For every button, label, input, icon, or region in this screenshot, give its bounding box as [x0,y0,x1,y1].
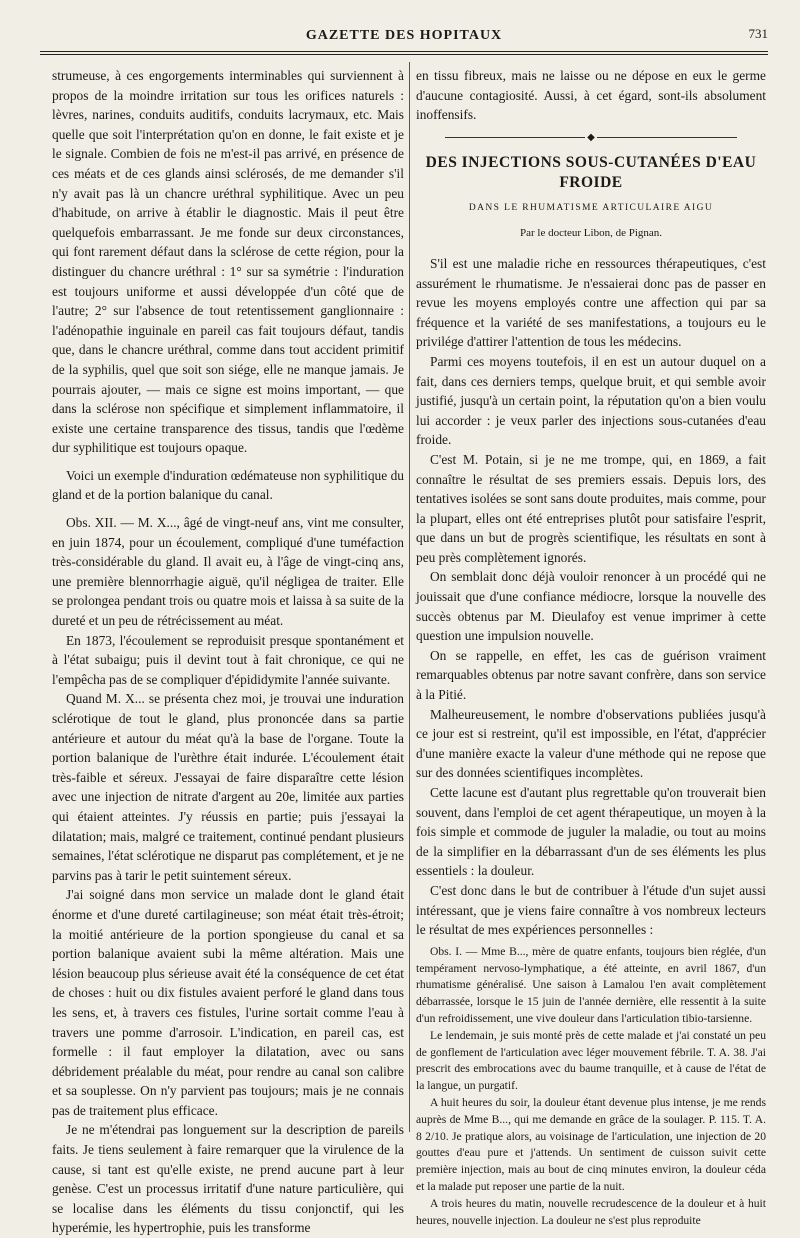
paragraph: Je ne m'étendrai pas longuement sur la description de pareils faits. Je tiens seulement à faire remarquer que la virulence de la cause, si tant est qu'elle existe, ne prend aucune part à leur genèse. C'est un processus irritatif d'une nature particulière, qui se localise dans les éléments du tissu conjonctif, qui les hyperémie, les hypertrophie, puis les transforme [52,1122,404,1236]
section-separator: ◆ [416,133,766,143]
paragraph: Quand M. X... se présenta chez moi, je trouvai une induration sclérotique de tout le gland, plus prononcée dans sa partie antérieure et autour du méat qu'à la base de l'organe. Toute la portion balanique de l'urèthre était indurée. L'écoulement était très-faible et séreux. J'essayai de faire disparaître cette lésion avec une injection de nitrate d'argent au 20e, limitée aux parties qui étaient atteintes. J'y réussis en partie; puis j'essayai la dilatation; mais, malgré ce traitement, continué pendant plusieurs semaines, l'état sclérotique ne disparut pas complétement, et je ne parvins pas à tarir le petit suintement séreux. [52,691,404,883]
left-column [52,66,404,1236]
paragraph: C'est M. Potain, si je ne me trompe, qui, en 1869, a fait connaître le résultat de ses premiers essais. Depuis lors, des tentatives isolées se sont sans doute produites, mais comme, pour la plupart, elles ont été entreprises plutôt pour satisfaire l'esprit, que dans un but de progrès scientifique, les résultats en sont à peu près complètement ignorés. [416,451,766,565]
article-subtitle: DANS LE RHUMATISME ARTICULAIRE AIGU [468,202,714,213]
paragraph: C'est donc dans le but de contribuer à l'étude d'un sujet aussi intéressant, que je viens faire connaître à vos nombreux lecteurs le résultat de mes expériences personnelles : [416,882,766,938]
paragraph: J'ai soigné dans mon service un malade dont le gland était énorme et d'une dureté cartilagineuse; son méat était très-étroit; la moitié antérieure de la portion spongieuse du canal et sa portion balanique avaient subi la même altération. Mais une lésion beaucoup plus sérieuse avait été la conséquence de cet état de choses : huit ou dix fistules avaient perforé le gland dans tous les sens, et, à travers ces fistules, l'urine sortait comme l'eau à travers une pomme d'arrosoir. L'indication, en pareil cas, est formelle : il faut employer la dilatation, avec ou sans débridement préalable du méat, pour rendre au canal son calibre et sa souplesse. On n'y parvient pas toujours; mais je ne connais pas de traitement plus efficace. [52,887,404,1118]
paragraph: S'il est une maladie riche en ressources thérapeutiques, c'est assurément le rhumatisme. Je n'essaierai donc pas de passer en revue les moyens employés contre une affection qui par sa fréquence et la variété de ses manifestations, a toujours eu le privilége d'attirer l'attention de tous les médecins. [416,255,766,350]
right-column [416,66,766,1227]
paragraph: en tissu fibreux, mais ne laisse ou ne dépose en eux le germe d'aucune contagiosité. Aussi, à cet égard, sont-ils absolument inoffensifs. [416,68,766,123]
paragraph: Voici un exemple d'induration œdémateuse non syphilitique du gland et de la portion balanique du canal. [52,467,404,503]
paragraph: Parmi ces moyens toutefois, il en est un autour duquel on a fait, dans ces derniers temps, quelque bruit, et qui semble avoir justifié, jusqu'à un certain point, la réputation qu'on a bien voulu lui accorder : je veux parler des injections sous-cutanées d'eau froide. [416,353,766,448]
header-rule-double [40,54,768,55]
observation-paragraph: A trois heures du matin, nouvelle recrudescence de la douleur et à huit heures, nouvelle injection. La douleur ne s'est plus reproduite [416,1196,766,1227]
page-number: 731 [748,26,768,41]
paragraph: On semblait donc déjà vouloir renoncer à un procédé qui ne jouissait que d'une confiance médiocre, lorsque la nouvelle des succès obtenus par M. Dieulafoy est venue imprimer à cette question une impulsion nouvelle. [416,569,766,644]
page-header [40,26,768,48]
paragraph: strumeuse, à ces engorgements interminables qui surviennent à propos de la moindre irritation sur tous les orifices naturels : lèvres, narines, conduits auditifs, conduits lacrymaux, etc. Mais quelle que soit l'interprétation qu'on en donne, le fait existe et je le signale. Combien de fois ne m'est-il pas arrivé, en présence de ces méats et de ces glands ainsi sclérosés, de me demander s'il n'y avait pas là un chancre uréthral syphilitique. Avec un peu d'habitude, on arrive à établir le diagnostic. Mais il peut être quelquefois embarrassant. Je me fonde sur deux circonstances, qui font rarement défaut dans la sclérose de cette région, pour la distinguer du chancre uréthral : 1° sur sa symétrie : l'induration est toujours uniforme et aussi développée d'un côté que de l'autre; 2° sur l'absence de tout retentissement ganglionnaire : l'adénopathie inguinale en pareil cas fait toujours défaut, tandis que, dans le chancre uréthral, comme dans tout accident primitif de la syphilis, quel que soit son siége, elle ne manque jamais. Je pourrais ajouter, — mais ce signe est moins important, — que dans la sclérose non spécifique et simplement inflammatoire, il existe une certaine transparence des tissus, tandis que l'œdème dur syphilitique est toujours opaque. [52,68,404,456]
article-title: DES INJECTIONS SOUS-CUTANÉES D'EAU FROIDE [425,153,757,191]
observation-paragraph: Le lendemain, je suis monté près de cette malade et j'ai constaté un peu de gonflement de l'articulation avec léger mouvement fébrile. T. A. 38. J'ai prescrit des embrocations avec du baume tranquille, et à cause de l'état de la langue, un purgatif. [416,1028,766,1093]
paragraph: En 1873, l'écoulement se reproduisit presque spontanément et à l'état subaigu; puis il devint tout à fait chronique, ce qui ne l'empêcha pas de se compliquer d'épididymite l'année suivante. [52,632,404,687]
header-rule [40,51,768,52]
observation-paragraph: Obs. I. — Mme B..., mère de quatre enfants, toujours bien réglée, d'un tempérament nervoso-lymphatique, a été atteinte, en avril 1867, d'un rhumatisme généralisé. Une saison à Lamalou l'en avait complètement débarrassée, lorsque le 15 juin de l'année dernière, elle ressentit à la suite d'un refroidissement, une vive douleur dans l'articulation tibio-tarsienne. [416,944,766,1025]
paragraph: On se rappelle, en effet, les cas de guérison vraiment remarquables obtenus par notre savant confrère, dans son service à la Pitié. [416,647,766,703]
observation-paragraph: Obs. XII. — M. X..., âgé de vingt-neuf ans, vint me consulter, en juin 1874, pour un écoulement, compliqué d'une tuméfaction très-considérable du gland. Il avait eu, à l'âge de vingt-cinq ans, une première blennorrhagie aiguë, qu'il négligea de traiter. Elle se prolongea pendant trois ou quatre mois et laissa à sa suite de la dureté et un peu de rétrécissement au méat. [52,515,404,629]
observation-paragraph: A huit heures du soir, la douleur étant devenue plus intense, je me rends auprès de Mme B..., qui me demande en grâce de la soulager. P. 115. T. A. 8 2/10. Je pratique alors, au voisinage de l'articulation, une injection de 20 gouttes d'eau pure et j'attends. Un sentiment de cuisson suivit cette première injection, mais au bout de cinq minutes environ, la douleur céda et la malade put reposer une partie de la nuit. [416,1095,766,1193]
column-divider [409,62,410,1132]
journal-title: GAZETTE DES HOPITAUX [305,28,503,43]
paragraph: Malheureusement, le nombre d'observations publiées jusqu'à ce jour est si restreint, qu'il est impossible, en l'état, d'apprécier d'une manière exacte la valeur d'une méthode qui ne repose que sur des données scientifiques incomplètes. [416,706,766,781]
paragraph: Cette lacune est d'autant plus regrettable qu'on trouverait bien souvent, dans l'emploi de cet agent thérapeutique, un moyen à la fois simple et commode de juguler la maladie, ou tout au moins de la simplifier en la débarrassant d'un de ses éléments les plus essentiels : la douleur. [416,785,766,879]
article-author: Par le docteur Libon, de Pignan. [519,227,663,240]
